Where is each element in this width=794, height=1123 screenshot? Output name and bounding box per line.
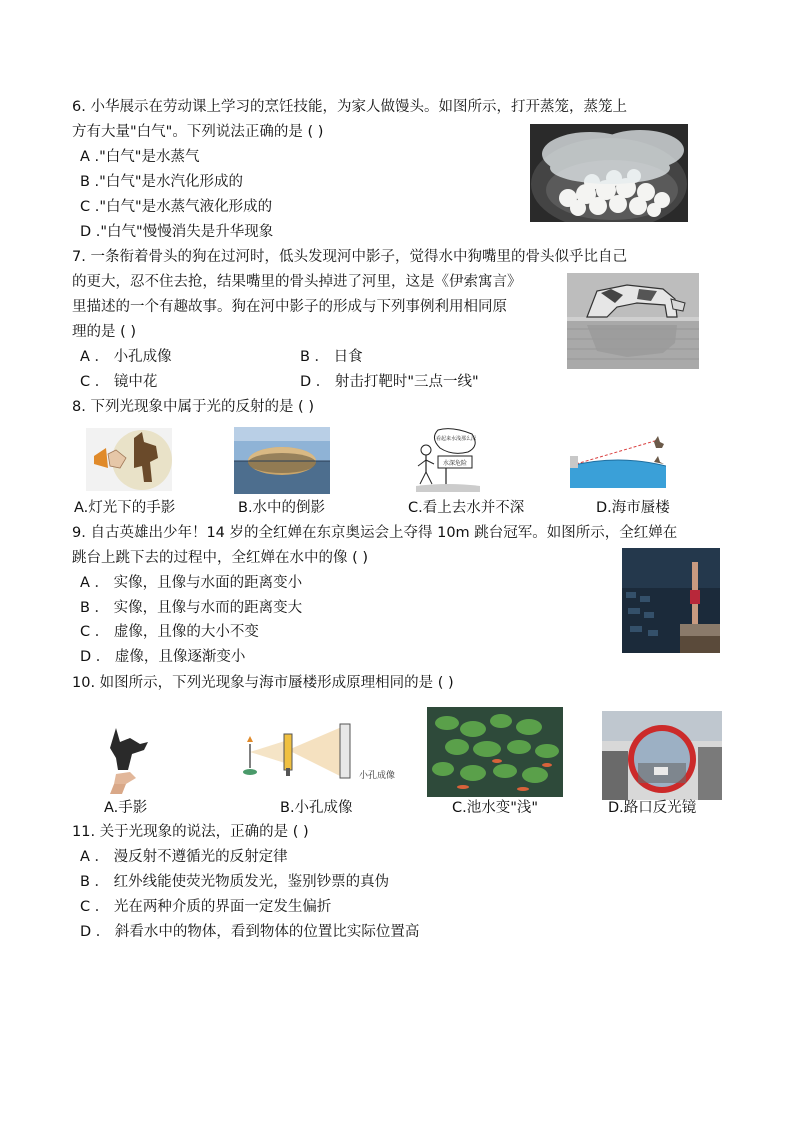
q9-stem-line2: 跳台上跳下去的过程中，全红婵在水中的像 ( ) bbox=[72, 550, 369, 566]
q7-option-a: A ． 小孔成像 bbox=[80, 349, 172, 365]
q6-stem-line1: 6. 小华展示在劳动课上学习的烹饪技能，为家人做馒头。如图所示，打开蒸笼，蒸笼上 bbox=[72, 99, 627, 115]
q10-caption-c: C.池水变"浅" bbox=[452, 800, 539, 816]
steamer-photo bbox=[530, 124, 688, 222]
q9-option-b: B ． 实像，且像与水而的距离变大 bbox=[80, 600, 303, 616]
q11-option-b: B ． 红外线能使荧光物质发光，鉴别钞票的真伪 bbox=[80, 874, 390, 890]
dog-reflection-photo bbox=[567, 273, 699, 369]
q7-stem-line1: 7. 一条衔着骨头的狗在过河时，低头发现河中影子，觉得水中狗嘴里的骨头似乎比自己 bbox=[72, 249, 627, 265]
pinhole-camera-diagram bbox=[240, 722, 360, 780]
q10-caption-d: D.路口反光镜 bbox=[608, 800, 697, 816]
q9-option-a: A ． 实像，且像与水面的距离变小 bbox=[80, 575, 303, 591]
q9-option-c: C ． 虚像，且像的大小不变 bbox=[80, 624, 259, 640]
q6-option-b: B ."白气"是水汽化形成的 bbox=[80, 174, 244, 190]
convex-mirror-photo bbox=[602, 711, 722, 800]
pool-shallow-cartoon bbox=[416, 428, 480, 492]
q7-option-d: D ． 射击打靶时"三点一线" bbox=[300, 374, 479, 390]
lily-pond-photo bbox=[427, 707, 563, 797]
q9-stem-line1: 9. 自古英雄出少年！14 岁的全红婵在东京奥运会上夺得 10m 跳台冠军。如图所示，全红婵在 bbox=[72, 525, 678, 541]
q10-stem: 10. 如图所示，下列光现象与海市蜃楼形成原理相同的是 ( ) bbox=[72, 675, 454, 691]
q11-option-d: D ． 斜看水中的物体，看到物体的位置比实际位置高 bbox=[80, 924, 420, 940]
hand-shadow-lamp-image bbox=[86, 428, 172, 491]
hand-shadow-image bbox=[96, 718, 154, 796]
q8-caption-d: D.海市蜃楼 bbox=[596, 500, 670, 516]
q7-option-c: C ． 镜中花 bbox=[80, 374, 158, 390]
sign-top-text: 看起来水浅那么深 bbox=[435, 436, 477, 442]
q6-option-d: D ."白气"慢慢消失是升华现象 bbox=[80, 224, 274, 240]
q8-stem: 8. 下列光现象中属于光的反射的是 ( ) bbox=[72, 399, 314, 415]
q11-option-c: C ． 光在两种介质的界面一定发生偏折 bbox=[80, 899, 332, 915]
q8-caption-a: A.灯光下的手影 bbox=[74, 500, 176, 516]
sign-bottom-text: 水深危险 bbox=[442, 460, 468, 467]
q7-stem-line3: 里描述的一个有趣故事。狗在河中影子的形成与下列事例利用相同原 bbox=[72, 299, 507, 315]
q6-option-c: C ."白气"是水蒸气液化形成的 bbox=[80, 199, 273, 215]
q10-caption-b: B.小孔成像 bbox=[280, 800, 353, 816]
pinhole-figure-label: 小孔成像 bbox=[359, 771, 396, 781]
mirage-diagram bbox=[570, 432, 666, 488]
q11-option-a: A ． 漫反射不遵循光的反射定律 bbox=[80, 849, 288, 865]
diver-photo bbox=[622, 548, 720, 653]
q7-stem-line2: 的更大，忍不住去抢，结果嘴里的骨头掉进了河里，这是《伊索寓言》 bbox=[72, 274, 522, 290]
q8-caption-b: B.水中的倒影 bbox=[238, 500, 326, 516]
water-reflection-image bbox=[234, 427, 330, 494]
q8-caption-c: C.看上去水并不深 bbox=[408, 500, 525, 516]
q9-option-d: D ． 虚像，且像逐渐变小 bbox=[80, 649, 246, 665]
q7-option-b: B ． 日食 bbox=[300, 349, 363, 365]
q6-option-a: A ."白气"是水蒸气 bbox=[80, 149, 200, 165]
q10-caption-a: A.手影 bbox=[104, 800, 148, 816]
q6-stem-line2: 方有大量"白气"。下列说法正确的是 ( ) bbox=[72, 124, 324, 140]
q7-stem-line4: 理的是 ( ) bbox=[72, 324, 137, 340]
q11-stem: 11. 关于光现象的说法，正确的是 ( ) bbox=[72, 824, 309, 840]
